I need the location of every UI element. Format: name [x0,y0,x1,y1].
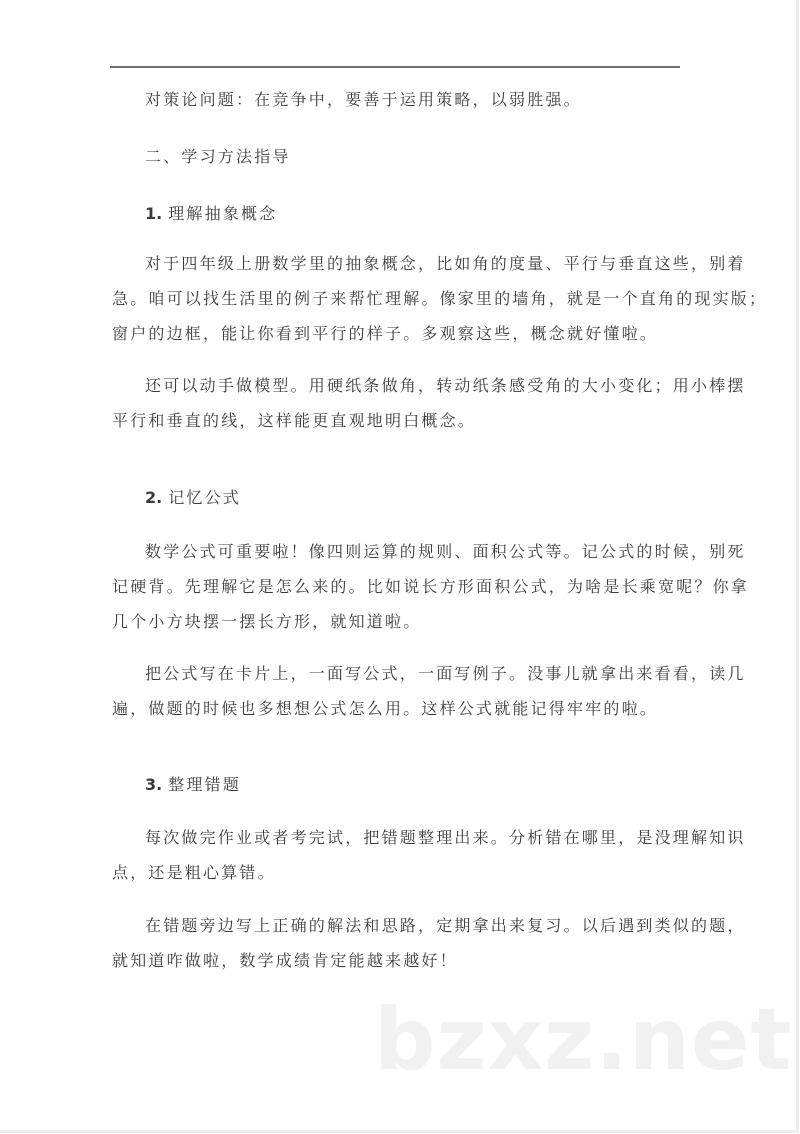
paragraph-line: 把公式写在卡片上，一面写公式，一面写例子。没事儿就拿出来看看，读几 [145,664,746,683]
subsection-title: 理解抽象概念 [168,204,278,223]
paragraph-line: 对于四年级上册数学里的抽象概念，比如角的度量、平行与垂直这些，别着 [145,254,746,273]
subsection-number: 3. [145,775,163,794]
paragraph-line: 数学公式可重要啦！像四则运算的规则、面积公式等。记公式的时候，别死 [145,542,746,561]
subsection-title: 整理错题 [168,775,242,794]
paragraph-line: 就知道咋做啦，数学成绩肯定能越来越好！ [112,951,458,970]
paragraph-line: 急。咱可以找生活里的例子来帮忙理解。像家里的墙角，就是一个直角的现实版； [112,289,768,308]
paragraph-line: 遍，做题的时候也多想想公式怎么用。这样公式就能记得牢牢的啦。 [112,699,659,718]
paragraph-line: 在错题旁边写上正确的解法和思路，定期拿出来复习。以后遇到类似的题， [145,916,746,935]
subsection-heading-2 [145,488,241,508]
header-rule [110,66,680,68]
paragraph-line: 点，还是粗心算错。 [112,863,276,882]
paragraph-line: 几个小方块摆一摆长方形，就知道啦。 [112,612,422,631]
watermark: bzxz.net [374,990,793,1090]
subsection-heading-1 [145,204,277,224]
paragraph-line: 窗户的边框，能让你看到平行的样子。多观察这些，概念就好懂啦。 [112,324,659,343]
subsection-number: 1. [145,204,163,223]
paragraph-line: 记硬背。先理解它是怎么来的。比如说长方形面积公式，为啥是长乘宽呢？你拿 [112,577,750,596]
paragraph-line: 每次做完作业或者考完试，把错题整理出来。分析错在哪里，是没理解知识 [145,828,746,847]
subsection-heading-3 [145,775,241,795]
section-heading: 二、学习方法指导 [145,147,291,166]
subsection-title: 记忆公式 [168,488,242,507]
subsection-number: 2. [145,488,163,507]
paragraph-line: 平行和垂直的线，这样能更直观地明白概念。 [112,411,477,430]
intro-line: 对策论问题：在竞争中，要善于运用策略，以弱胜强。 [145,90,582,109]
paragraph-line: 还可以动手做模型。用硬纸条做角，转动纸条感受角的大小变化；用小棒摆 [145,376,746,395]
